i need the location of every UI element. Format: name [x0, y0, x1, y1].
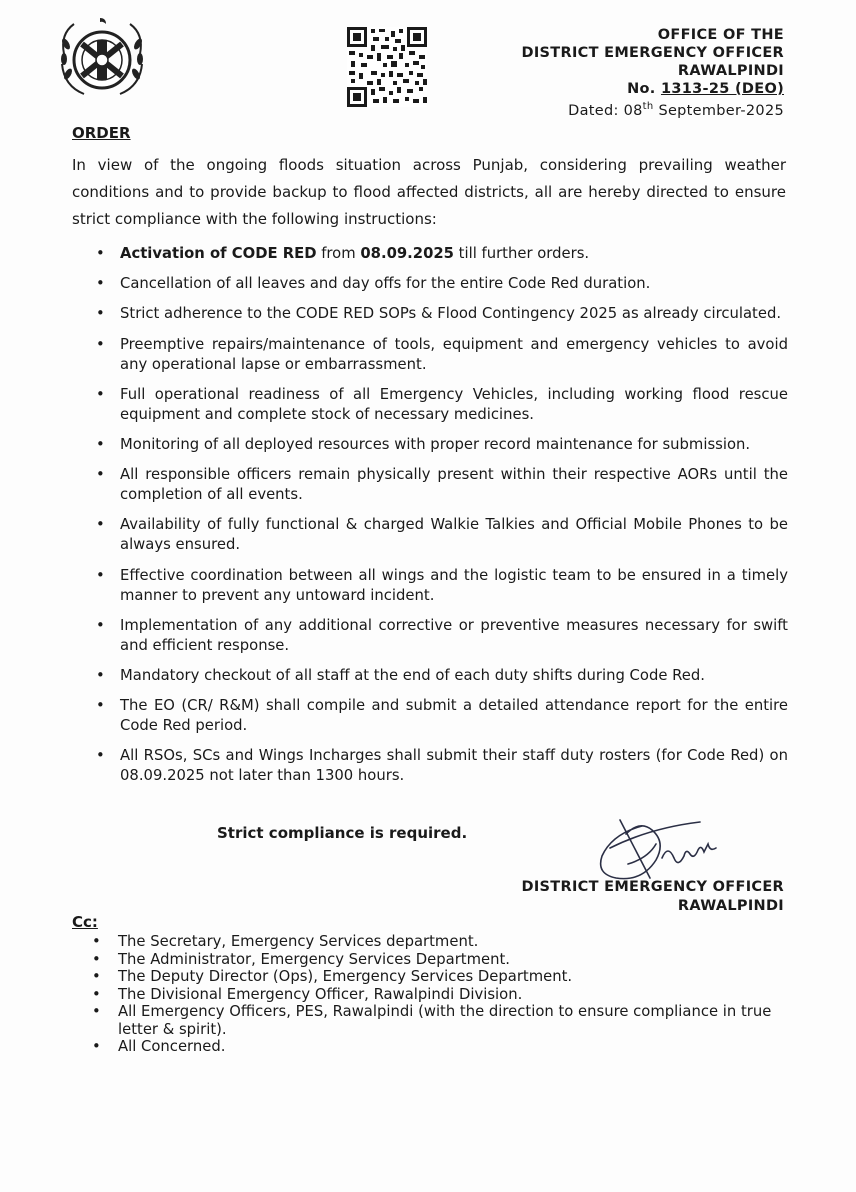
instruction-item — [96, 746, 788, 786]
instruction-item — [96, 385, 788, 425]
instructions-list — [96, 244, 788, 796]
date-ordinal: th — [642, 101, 654, 112]
cc-text: All Emergency Officers, PES, Rawalpindi (with the direction to ensure compliance in true letter & spirit). — [118, 1003, 772, 1038]
cc-text: The Divisional Emergency Officer, Rawalpindi Division. — [118, 985, 523, 1003]
office-header — [522, 26, 784, 120]
bullet-icon: • — [96, 516, 105, 534]
bullet-icon: • — [96, 566, 105, 584]
office-line-3: RAWALPINDI — [677, 63, 784, 79]
instruction-text: The EO (CR/ R&M) shall compile and submit a detailed attendance report for the entire Code Red period. — [120, 697, 788, 735]
bullet-icon: • — [96, 385, 105, 403]
bullet-icon: • — [96, 335, 105, 353]
signatory-title — [522, 878, 784, 916]
cc-item — [92, 933, 782, 951]
cc-text: The Deputy Director (Ops), Emergency Services Department. — [118, 968, 573, 985]
instruction-item — [96, 616, 788, 656]
cc-item — [92, 968, 782, 986]
cc-list — [92, 933, 782, 1056]
cc-text: The Administrator, Emergency Services Department. — [118, 950, 511, 968]
instruction-item — [96, 244, 788, 264]
reference-value: 1313-25 (DEO) — [660, 81, 784, 97]
instruction-text: Effective coordination between all wings and the logistic team to be ensured in a timely manner to prevent any untoward incident. — [120, 566, 788, 604]
cc-item — [92, 1038, 782, 1056]
date-suffix: September-2025 — [653, 102, 784, 119]
instruction-text: Availability of fully functional & charged Walkie Talkies and Official Mobile Phones to be always ensured. — [120, 516, 788, 554]
bullet-icon: • — [92, 1003, 101, 1020]
date-line — [522, 98, 784, 120]
instruction-text: Mandatory checkout of all staff at the end of each duty shifts during Code Red. — [120, 666, 705, 684]
instruction-item — [96, 515, 788, 555]
cc-text: The Secretary, Emergency Services department. — [118, 933, 479, 950]
bullet-icon: • — [96, 275, 105, 293]
qr-code-icon — [347, 27, 427, 107]
instruction-text: Implementation of any additional corrective or preventive measures necessary for swift and efficient response. — [120, 616, 788, 654]
cc-heading: Cc: — [72, 913, 98, 931]
reference-number — [522, 80, 784, 98]
date-prefix: Dated: 08 — [568, 102, 643, 119]
cc-item — [92, 1003, 782, 1038]
instruction-text: Monitoring of all deployed resources with proper record maintenance for submission. — [120, 435, 751, 453]
instruction-item — [96, 304, 788, 324]
instruction-item — [96, 696, 788, 736]
signatory-line-2: RAWALPINDI — [677, 898, 784, 914]
order-intro: In view of the ongoing floods situation across Punjab, considering prevailing weather conditions and to provide backup to flood affected districts, all are hereby directed to ensure strict compliance with the following instructions: — [72, 156, 786, 228]
cc-item — [92, 951, 782, 969]
instruction-item — [96, 465, 788, 505]
instruction-text: All responsible officers remain physically present within their respective AORs until the completion of all events. — [120, 466, 788, 504]
instruction-item — [96, 335, 788, 375]
bullet-icon: • — [96, 305, 105, 323]
instruction-text: till further orders. — [453, 245, 590, 262]
instruction-text: Full operational readiness of all Emergency Vehicles, including working flood rescue equipment and complete stock of necessary medicines. — [120, 385, 788, 423]
compliance-note: Strict compliance is required. — [217, 824, 468, 842]
bullet-icon: • — [96, 245, 105, 262]
instruction-bold-date: 08.09.2025 — [360, 245, 454, 262]
reference-prefix: No. — [627, 81, 656, 97]
bullet-icon: • — [92, 1038, 101, 1055]
cc-item — [92, 986, 782, 1004]
office-line-2: DISTRICT EMERGENCY OFFICER — [521, 45, 784, 61]
instruction-text: All RSOs, SCs and Wings Incharges shall submit their staff duty rosters (for Code Red) on 08.09.2025 not later than 1300 hours. — [120, 747, 788, 785]
bullet-icon: • — [96, 466, 105, 484]
bullet-icon: • — [92, 968, 101, 985]
signatory-line-1: DISTRICT EMERGENCY OFFICER — [521, 879, 784, 895]
cc-text: All Concerned. — [118, 1038, 226, 1055]
bullet-icon: • — [96, 666, 105, 684]
bullet-icon: • — [92, 933, 101, 950]
bullet-icon: • — [96, 616, 105, 634]
instruction-text: Cancellation of all leaves and day offs for the entire Code Red duration. — [120, 275, 651, 293]
instruction-text: Preemptive repairs/maintenance of tools, equipment and emergency vehicles to avoid any operational lapse or embarrassment. — [120, 335, 788, 373]
bullet-icon: • — [96, 747, 105, 765]
instruction-item — [96, 666, 788, 686]
instruction-bold-code-red: Activation of CODE RED — [120, 245, 317, 262]
office-line-1: OFFICE OF THE — [657, 27, 784, 43]
bullet-icon: • — [92, 950, 101, 968]
order-heading: ORDER — [72, 124, 131, 142]
instruction-text: from — [316, 245, 361, 262]
instruction-item — [96, 274, 788, 294]
signature-icon — [580, 808, 750, 888]
instruction-text: Strict adherence to the CODE RED SOPs & Flood Contingency 2025 as already circulated. — [120, 305, 782, 323]
instruction-item — [96, 566, 788, 606]
rescue-1122-emblem-icon — [52, 14, 152, 100]
bullet-icon: • — [92, 985, 101, 1003]
bullet-icon: • — [96, 697, 105, 715]
instruction-item — [96, 435, 788, 455]
bullet-icon: • — [96, 435, 105, 453]
